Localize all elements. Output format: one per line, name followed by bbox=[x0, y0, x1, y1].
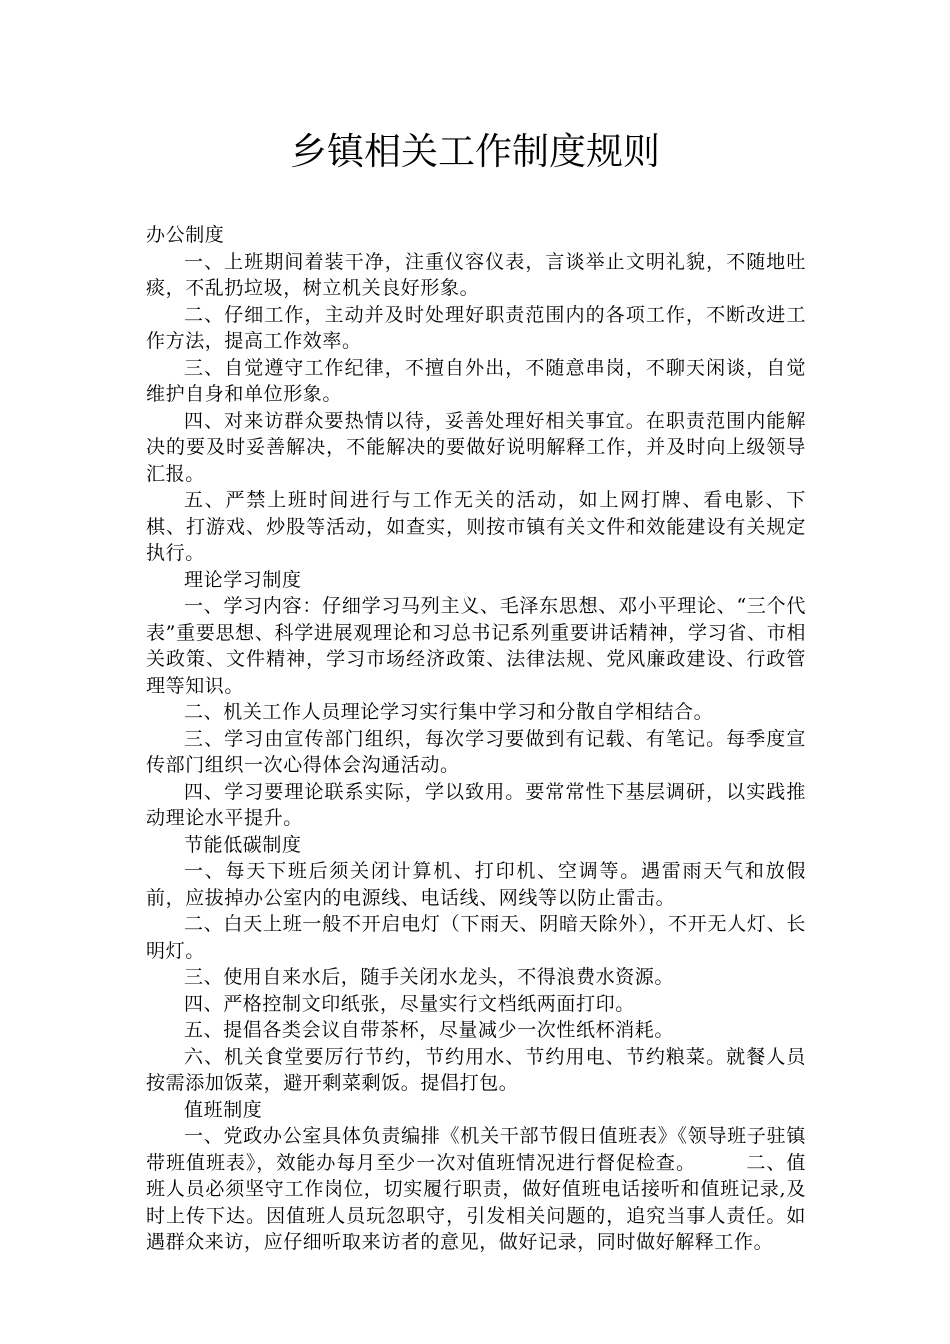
section-heading: 节能低碳制度 bbox=[184, 833, 302, 856]
paragraph: 四、严格控制文印纸张，尽量实行文档纸两面打印。 bbox=[184, 992, 635, 1015]
paragraph: 一、每天下班后须关闭计算机、打印机、空调等。遇雷雨天气和放假前，应拔掉办公室内的电源线、电话线、网线等以防止雷击。 bbox=[146, 860, 806, 909]
paragraph: 五、严禁上班时间进行与工作无关的活动，如上网打牌、看电影、下棋、打游戏、炒股等活动，如查实，则按市镇有关文件和效能建设有关规定执行。 bbox=[146, 489, 806, 564]
paragraph: 一、上班期间着装干净，注重仪容仪表，言谈举止文明礼貌，不随地吐痰，不乱扔垃圾，树立机关良好形象。 bbox=[146, 250, 806, 299]
section-heading: 办公制度 bbox=[146, 224, 225, 246]
paragraph: 三、自觉遵守工作纪律，不擅自外出，不随意串岗，不聊天闲谈，自觉维护自身和单位形象。 bbox=[146, 356, 806, 405]
page-title: 乡镇相关工作制度规则 bbox=[290, 130, 660, 173]
document-body bbox=[146, 222, 806, 1256]
section-heading: 值班制度 bbox=[184, 1098, 263, 1121]
paragraph: 一、学习内容：仔细学习马列主义、毛泽东思想、邓小平理论、“三个代表”重要思想、科学进展观理论和习总书记系列重要讲话精神，学习省、市相关政策、文件精神，学习市场经济政策、法律法规、党风廉政建设、行政管理等知识。 bbox=[146, 595, 806, 697]
paragraph: 三、使用自来水后，随手关闭水龙头，不得浪费水资源。 bbox=[184, 966, 675, 988]
paragraph: 一、党政办公室具体负责编排《机关干部节假日值班表》《领导班子驻镇带班值班表》，效能办每月至少一次对值班情况进行督促检查。 二、值班人员必须坚守工作岗位，切实履行职责，做好值班电话接听和值班记录,及时上传下达。因值班人员玩忽职守，引发相关问题的，追究当事人责任。如遇群众来访，应仔细听取来访者的意见，做好记录，同时做好解释工作。 bbox=[146, 1125, 806, 1253]
paragraph: 二、仔细工作，主动并及时处理好职责范围内的各项工作，不断改进工作方法，提高工作效率。 bbox=[146, 303, 806, 352]
section-heading: 理论学习制度 bbox=[184, 568, 302, 591]
paragraph: 二、白天上班一般不开启电灯（下雨天、阴暗天除外），不开无人灯、长明灯。 bbox=[146, 913, 806, 962]
paragraph: 二、机关工作人员理论学习实行集中学习和分散自学相结合。 bbox=[184, 701, 714, 723]
paragraph: 四、学习要理论联系实际，学以致用。要常常性下基层调研，以实践推动理论水平提升。 bbox=[146, 780, 806, 829]
paragraph: 四、对来访群众要热情以待，妥善处理好相关事宜。在职责范围内能解决的要及时妥善解决，不能解决的要做好说明解释工作，并及时向上级领导汇报。 bbox=[146, 409, 806, 485]
paragraph: 五、提倡各类会议自带茶杯，尽量减少一次性纸杯消耗。 bbox=[184, 1019, 675, 1041]
paragraph: 三、学习由宣传部门组织，每次学习要做到有记载、有笔记。每季度宣传部门组织一次心得体会沟通活动。 bbox=[146, 727, 806, 776]
paragraph: 六、机关食堂要厉行节约，节约用水、节约用电、节约粮菜。就餐人员按需添加饭菜，避开剩菜剩饭。提倡打包。 bbox=[146, 1045, 806, 1094]
